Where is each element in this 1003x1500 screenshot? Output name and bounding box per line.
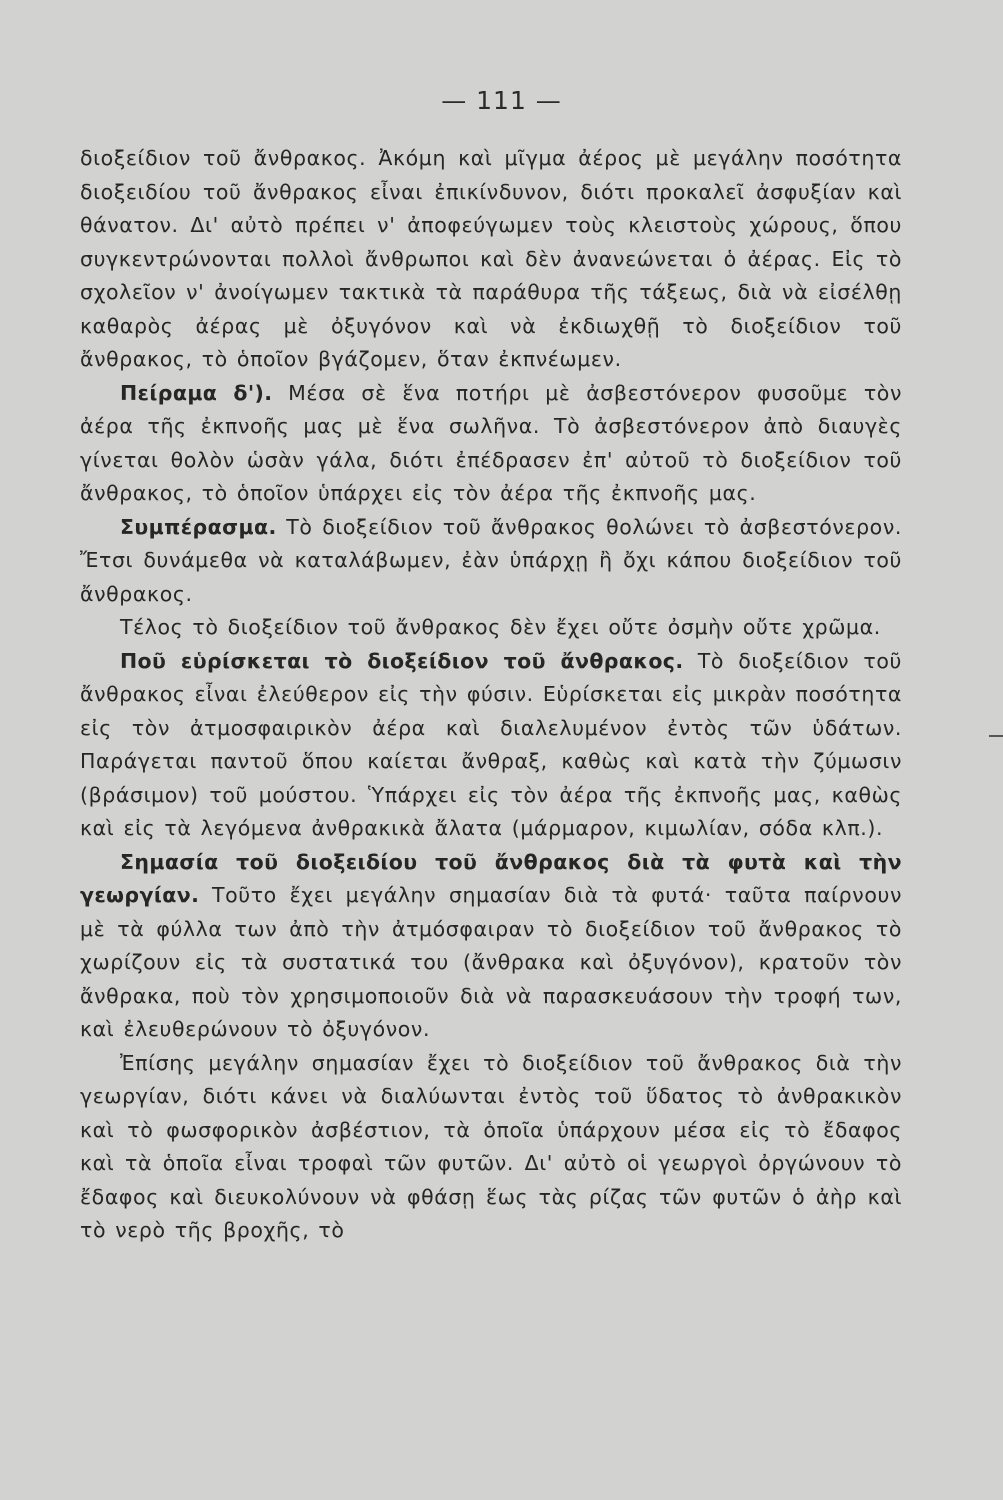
margin-mark (989, 735, 1003, 737)
paragraph-7 (80, 1047, 902, 1248)
paragraph-1 (80, 142, 902, 377)
paragraph-2 (80, 377, 902, 511)
paragraph-6-text: Τοῦτο ἔχει μεγάλην σημασίαν διὰ τὰ φυτά· ταῦτα παίρνουν μὲ τὰ φύλλα των ἀπὸ τὴν ἀτμόσφαιραν τὸ διοξείδιον τοῦ ἄνθρακος τὸ χωρίζουν εἰς τὰ συστατικά του (ἄνθρακα καὶ ὀξυγόνον), κρατοῦν τὸν ἄνθρακα, ποὺ τὸν χρησιμοποιοῦν διὰ νὰ παρασκευάσουν τὴν τροφή των, καὶ ἐλευθερώνουν τὸ ὀξυγόνον. (80, 883, 902, 1041)
paragraph-3 (80, 511, 902, 612)
paragraph-6-heading: Σημασία τοῦ διοξειδίου τοῦ ἄνθρακος διὰ τὰ φυτὰ καὶ τὴν γεωργίαν. (80, 849, 902, 907)
body-text (80, 142, 902, 1248)
paragraph-3-text: Τὸ διοξείδιον τοῦ ἄνθρακος θολώνει τὸ ἀσβεστόνερον. Ἔτσι δυνάμεθα νὰ καταλάβωμεν, ἐὰν ὑπάρχῃ ἢ ὄχι κάπου διοξείδιον τοῦ ἄνθρακος. (80, 514, 902, 606)
paragraph-7-text: Ἐπίσης μεγάλην σημασίαν ἔχει τὸ διοξείδιον τοῦ ἄνθρακος διὰ τὴν γεωργίαν, διότι κάνει νὰ διαλύωνται ἐντὸς τοῦ ὕδατος τὸ ἀνθρακικὸν καὶ τὸ φωσφορικὸν ἀσβέστιον, τὰ ὁποῖα ὑπάρχουν μέσα εἰς τὸ ἔδαφος καὶ τὰ ὁποῖα εἶναι τροφαὶ τῶν φυτῶν. Δι' αὐτὸ οἱ γεωργοὶ ὀργώνουν τὸ ἔδαφος καὶ διευκολύνουν νὰ φθάσῃ ἕως τὰς ρίζας τῶν φυτῶν ὁ ἀὴρ καὶ τὸ νερὸ τῆς βροχῆς, τὸ (80, 1050, 902, 1242)
page-number: — 111 — (441, 86, 562, 115)
paragraph-3-heading: Συμπέρασμα. (120, 514, 277, 539)
paragraph-4 (80, 611, 902, 645)
paragraph-2-heading: Πείραμα δ'). (120, 380, 273, 405)
paragraph-5 (80, 645, 902, 846)
paragraph-1-text: διοξείδιον τοῦ ἄνθρακος. Ἀκόμη καὶ μῖγμα ἀέρος μὲ μεγάλην ποσότητα διοξειδίου τοῦ ἄνθρακος εἶναι ἐπικίνδυνον, διότι προκαλεῖ ἀσφυξίαν καὶ θάνατον. Δι' αὐτὸ πρέπει ν' ἀποφεύγωμεν τοὺς κλειστοὺς χώρους, ὅπου συγκεντρώνονται πολλοὶ ἄνθρωποι καὶ δὲν ἀνανεώνεται ὁ ἀέρας. Εἰς τὸ σχολεῖον ν' ἀνοίγωμεν τακτικὰ τὰ παράθυρα τῆς τάξεως, διὰ νὰ εἰσέλθῃ καθαρὸς ἀέρας μὲ ὀξυγόνον καὶ νὰ ἐκδιωχθῇ τὸ διοξείδιον τοῦ ἄνθρακος, τὸ ὁποῖον βγάζομεν, ὅταν ἐκπνέωμεν. (80, 146, 902, 371)
paragraph-6 (80, 846, 902, 1047)
paragraph-4-text: Τέλος τὸ διοξείδιον τοῦ ἄνθρακος δὲν ἔχει οὔτε ὀσμὴν οὔτε χρῶμα. (120, 615, 881, 639)
paragraph-2-text: Μέσα σὲ ἕνα ποτήρι μὲ ἀσβεστόνερον φυσοῦμε τὸν ἀέρα τῆς ἐκπνοῆς μας μὲ ἕνα σωλῆνα. Τὸ ἀσβεστόνερον ἀπὸ διαυγὲς γίνεται θολὸν ὡσὰν γάλα, διότι ἐπέδρασεν ἐπ' αὐτοῦ τὸ διοξείδιον τοῦ ἄνθρακος, τὸ ὁποῖον ὑπάρχει εἰς τὸν ἀέρα τῆς ἐκπνοῆς μας. (80, 380, 902, 505)
paragraph-5-text: Τὸ διοξείδιον τοῦ ἄνθρακος εἶναι ἐλεύθερον εἰς τὴν φύσιν. Εὑρίσκεται εἰς μικρὰν ποσότητα εἰς τὸν ἀτμοσφαιρικὸν ἀέρα καὶ διαλελυμένον ἐντὸς τῶν ὑδάτων. Παράγεται παντοῦ ὅπου καίεται ἄνθραξ, καθὼς καὶ κατὰ τὴν ζύμωσιν (βράσιμον) τοῦ μούστου. Ὑπάρχει εἰς τὸν ἀέρα τῆς ἐκπνοῆς μας, καθὼς καὶ εἰς τὰ λεγόμενα ἀνθρακικὰ ἄλατα (μάρμαρον, κιμωλίαν, σόδα κλπ.). (80, 648, 902, 840)
paragraph-5-heading: Ποῦ εὑρίσκεται τὸ διοξείδιον τοῦ ἄνθρακος. (120, 648, 684, 673)
